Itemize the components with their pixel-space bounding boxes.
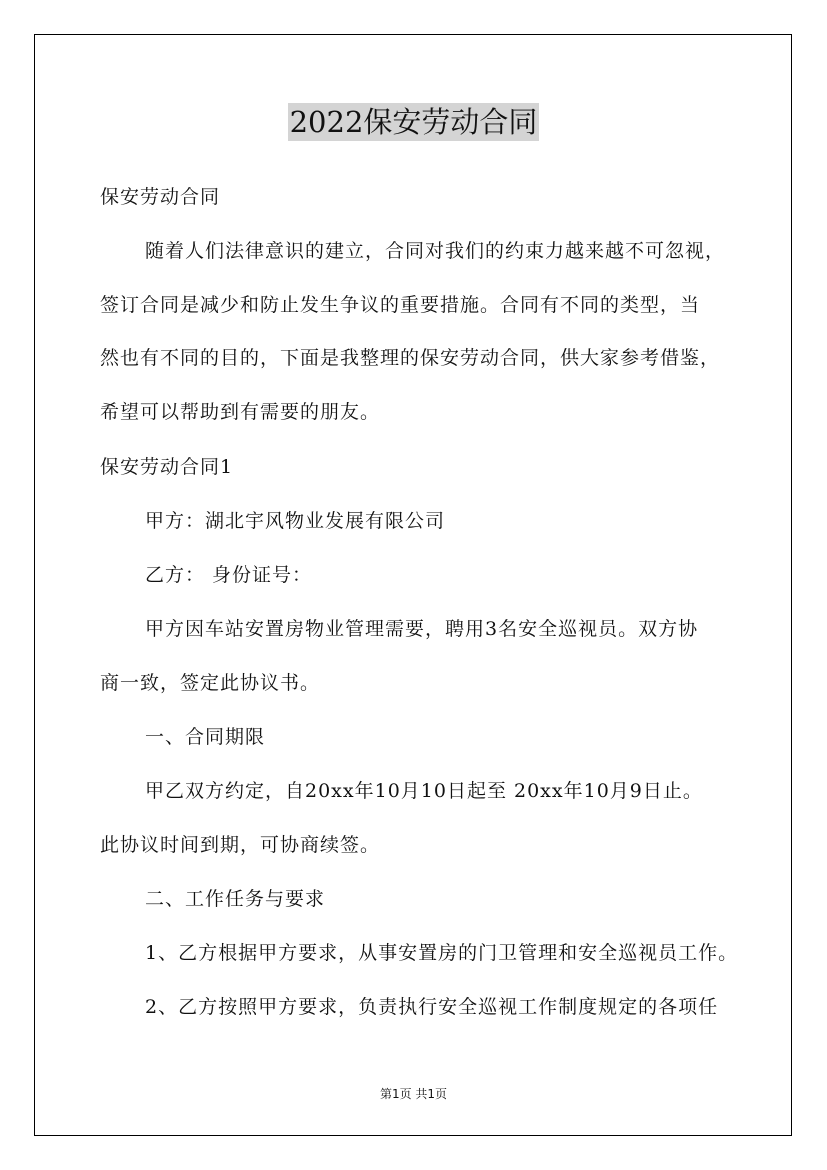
page-number: 第1页 共1页 bbox=[379, 1087, 448, 1101]
paragraph-line: 随着人们法律意识的建立，合同对我们的约束力越来越不可忽视， bbox=[145, 240, 726, 262]
paragraph-line: 商一致，签定此协议书。 bbox=[100, 672, 321, 694]
paragraph-line: 甲乙双方约定，自20xx年10月10日起至 20xx年10月9日止。 bbox=[145, 780, 703, 802]
paragraph-line: 此协议时间到期，可协商续签。 bbox=[100, 834, 381, 856]
section-heading: 保安劳动合同 bbox=[100, 186, 221, 208]
section-heading: 保安劳动合同1 bbox=[100, 456, 234, 478]
document-title: 2022保安劳动合同 bbox=[289, 105, 538, 139]
paragraph-line: 希望可以帮助到有需要的朋友。 bbox=[100, 401, 381, 423]
paragraph-line: 然也有不同的目的，下面是我整理的保安劳动合同，供大家参考借鉴， bbox=[100, 347, 721, 369]
party-a-line: 甲方：湖北宇风物业发展有限公司 bbox=[145, 510, 446, 532]
paragraph-line: 2、乙方按照甲方要求，负责执行安全巡视工作制度规定的各项任 bbox=[145, 996, 719, 1018]
page-footer bbox=[0, 1085, 827, 1102]
paragraph-line: 1、乙方根据甲方要求，从事安置房的门卫管理和安全巡视员工作。 bbox=[145, 942, 739, 964]
clause-heading: 二、工作任务与要求 bbox=[145, 888, 326, 910]
paragraph-line: 签订合同是减少和防止发生争议的重要措施。合同有不同的类型，当 bbox=[100, 294, 701, 316]
paragraph-line: 甲方因车站安置房物业管理需要，聘用3名安全巡视员。双方协 bbox=[145, 618, 699, 640]
document-title-block bbox=[0, 100, 827, 141]
clause-heading: 一、合同期限 bbox=[145, 726, 266, 748]
party-b-line: 乙方： 身份证号： bbox=[145, 564, 313, 586]
